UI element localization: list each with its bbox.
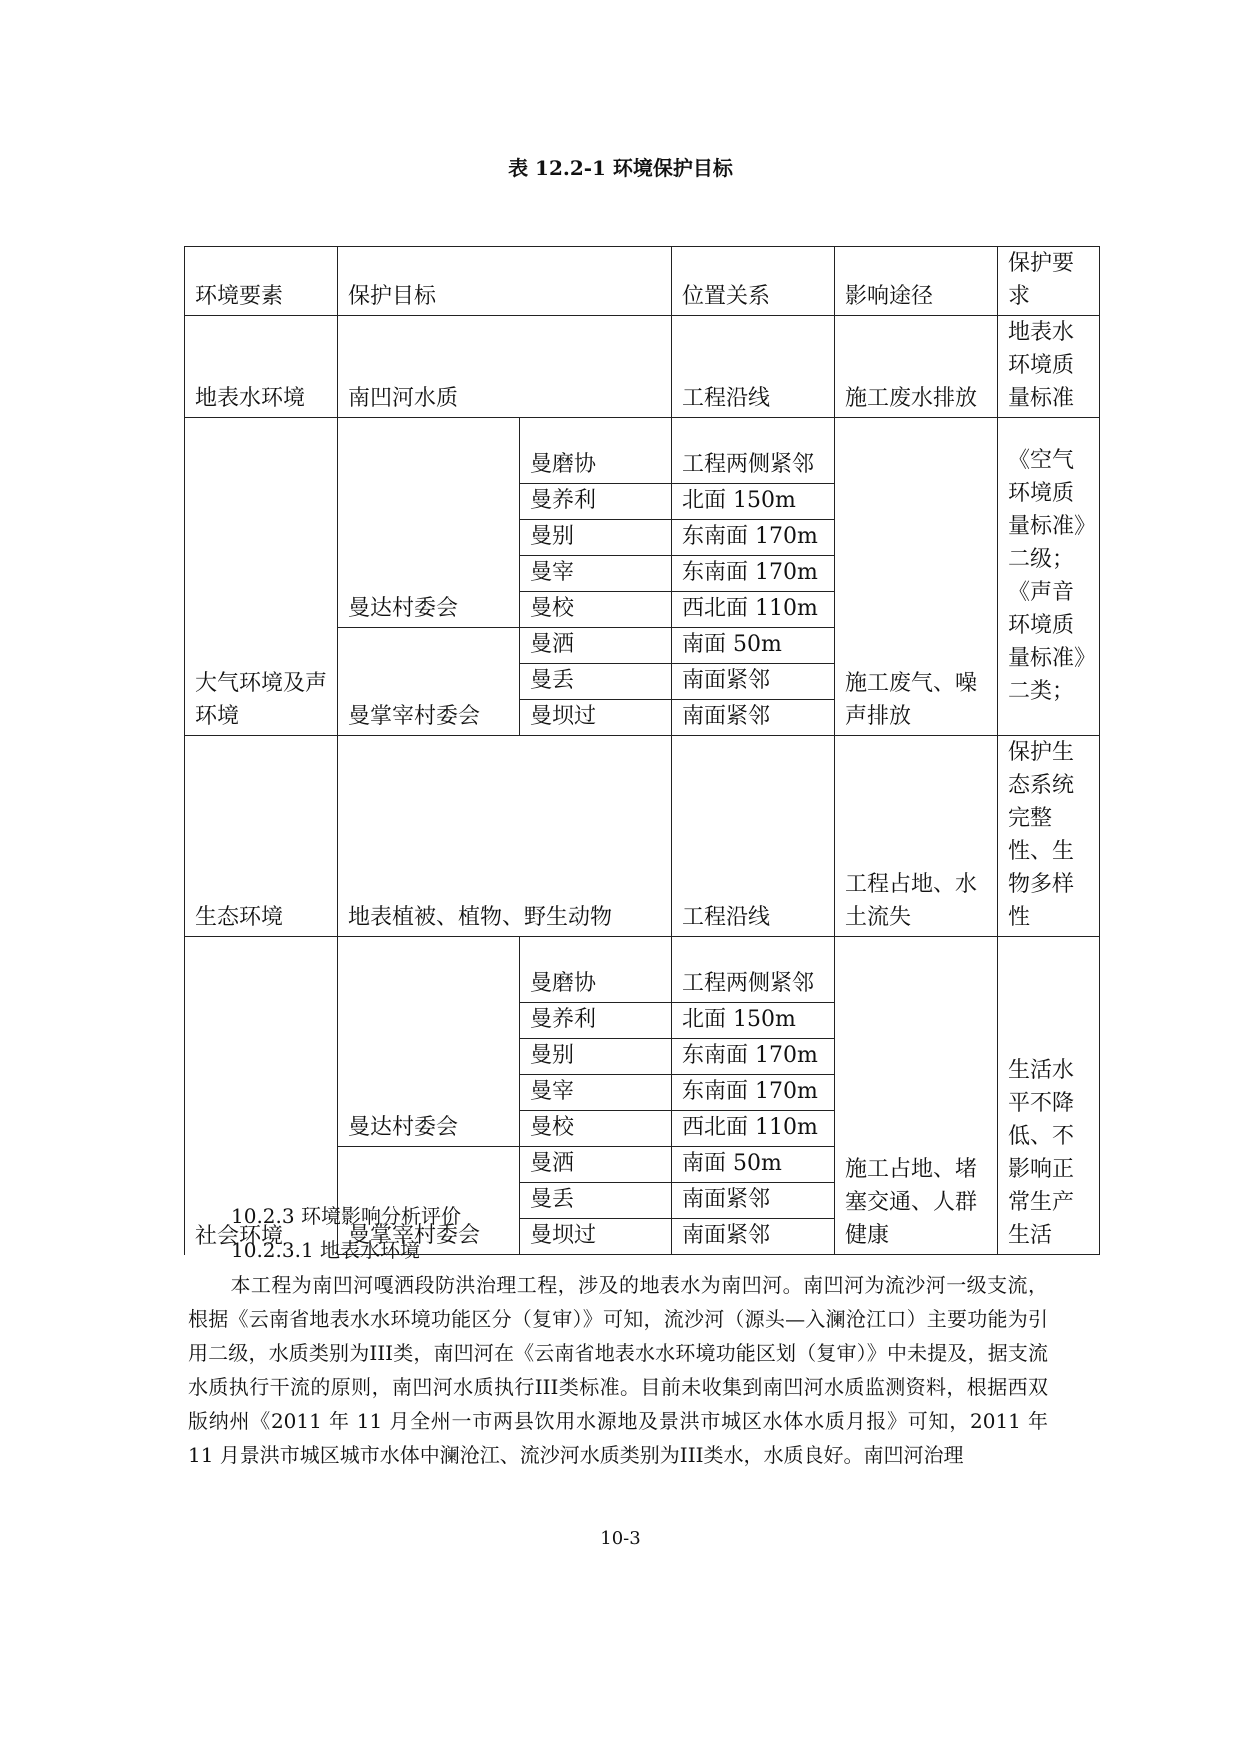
page-number: 10-3 — [600, 1528, 641, 1549]
cell-location: 西北面 110m — [672, 592, 835, 628]
cell-village: 曼丢 — [520, 664, 672, 700]
cell-location: 北面 150m — [672, 484, 835, 520]
subsection-heading: 10.2.3.1 地表水环境 — [231, 1238, 421, 1262]
header-requirement: 保护要求 — [998, 247, 1100, 316]
cell-target: 南凹河水质 — [338, 316, 672, 418]
cell-path: 施工占地、堵塞交通、人群健康 — [835, 937, 998, 1255]
cell-location: 南面紧邻 — [672, 700, 835, 736]
header-location: 位置关系 — [672, 247, 835, 316]
cell-committee: 曼达村委会 — [338, 937, 520, 1147]
header-element: 环境要素 — [185, 247, 338, 316]
cell-village: 曼坝过 — [520, 700, 672, 736]
cell-location: 西北面 110m — [672, 1111, 835, 1147]
table-title: 表 12.2-1 环境保护目标 — [508, 156, 733, 180]
cell-location: 东南面 170m — [672, 556, 835, 592]
cell-village: 曼养利 — [520, 1003, 672, 1039]
cell-village: 曼丢 — [520, 1183, 672, 1219]
cell-village: 曼洒 — [520, 628, 672, 664]
body-paragraph — [188, 1268, 1048, 1472]
paragraph-text: 本工程为南凹河嘎洒段防洪治理工程，涉及的地表水为南凹河。南凹河为流沙河一级支流，根据《云南省地表水水环境功能区分（复审）》可知，流沙河（源头—入澜沧江口）主要功能为引用二级，水质类别为III类，南凹河在《云南省地表水水环境功能区划（复审）》中未提及，据支流水质执行干流的原则，南凹河水质执行III类标准。目前未收集到南凹河水质监测资料，根据西双版纳州《2011 年 11 月全州一市两县饮用水源地及景洪市城区水体水质月报》可知，2011 年 11 月景洪市城区城市水体中澜沧江、流沙河水质类别为III类水，水质良好。南凹河治理 — [188, 1273, 1048, 1467]
cell-requirement: 保护生态系统完整性、生物多样性 — [998, 736, 1100, 937]
cell-requirement: 《空气环境质量标准》二级；《声音环境质量标准》二类； — [998, 418, 1100, 736]
cell-location: 东南面 170m — [672, 1039, 835, 1075]
environment-protection-table — [184, 246, 1100, 1255]
cell-location: 南面 50m — [672, 1147, 835, 1183]
cell-element: 社会环境 — [185, 937, 338, 1255]
cell-path: 工程占地、水土流失 — [835, 736, 998, 937]
cell-village: 曼校 — [520, 592, 672, 628]
table-row — [185, 937, 1100, 1003]
cell-location: 工程两侧紧邻 — [672, 937, 835, 1003]
cell-village: 曼坝过 — [520, 1219, 672, 1255]
section-heading: 10.2.3 环境影响分析评价 — [231, 1204, 461, 1228]
header-path: 影响途径 — [835, 247, 998, 316]
cell-path: 施工废水排放 — [835, 316, 998, 418]
cell-location: 南面紧邻 — [672, 664, 835, 700]
cell-element: 大气环境及声环境 — [185, 418, 338, 736]
cell-village: 曼磨协 — [520, 418, 672, 484]
table-row — [185, 418, 1100, 484]
cell-village: 曼洒 — [520, 1147, 672, 1183]
table-row-ecology — [185, 736, 1100, 937]
table-header-row — [185, 247, 1100, 316]
cell-location: 东南面 170m — [672, 1075, 835, 1111]
cell-village: 曼宰 — [520, 556, 672, 592]
cell-location: 南面紧邻 — [672, 1183, 835, 1219]
cell-element: 生态环境 — [185, 736, 338, 937]
header-target: 保护目标 — [338, 247, 672, 316]
cell-village: 曼校 — [520, 1111, 672, 1147]
table-row-surface-water — [185, 316, 1100, 418]
cell-village: 曼别 — [520, 520, 672, 556]
cell-committee: 曼掌宰村委会 — [338, 1147, 520, 1255]
cell-location: 工程两侧紧邻 — [672, 418, 835, 484]
cell-committee: 曼掌宰村委会 — [338, 628, 520, 736]
cell-target: 地表植被、植物、野生动物 — [338, 736, 672, 937]
cell-village: 曼磨协 — [520, 937, 672, 1003]
cell-location: 工程沿线 — [672, 316, 835, 418]
cell-location: 南面 50m — [672, 628, 835, 664]
cell-village: 曼宰 — [520, 1075, 672, 1111]
cell-path: 施工废气、噪声排放 — [835, 418, 998, 736]
cell-requirement: 地表水环境质量标准 — [998, 316, 1100, 418]
cell-village: 曼别 — [520, 1039, 672, 1075]
cell-location: 东南面 170m — [672, 520, 835, 556]
cell-committee: 曼达村委会 — [338, 418, 520, 628]
cell-requirement: 生活水平不降低、不影响正常生产生活 — [998, 937, 1100, 1255]
cell-location: 工程沿线 — [672, 736, 835, 937]
cell-element: 地表水环境 — [185, 316, 338, 418]
cell-location: 南面紧邻 — [672, 1219, 835, 1255]
cell-location: 北面 150m — [672, 1003, 835, 1039]
cell-village: 曼养利 — [520, 484, 672, 520]
